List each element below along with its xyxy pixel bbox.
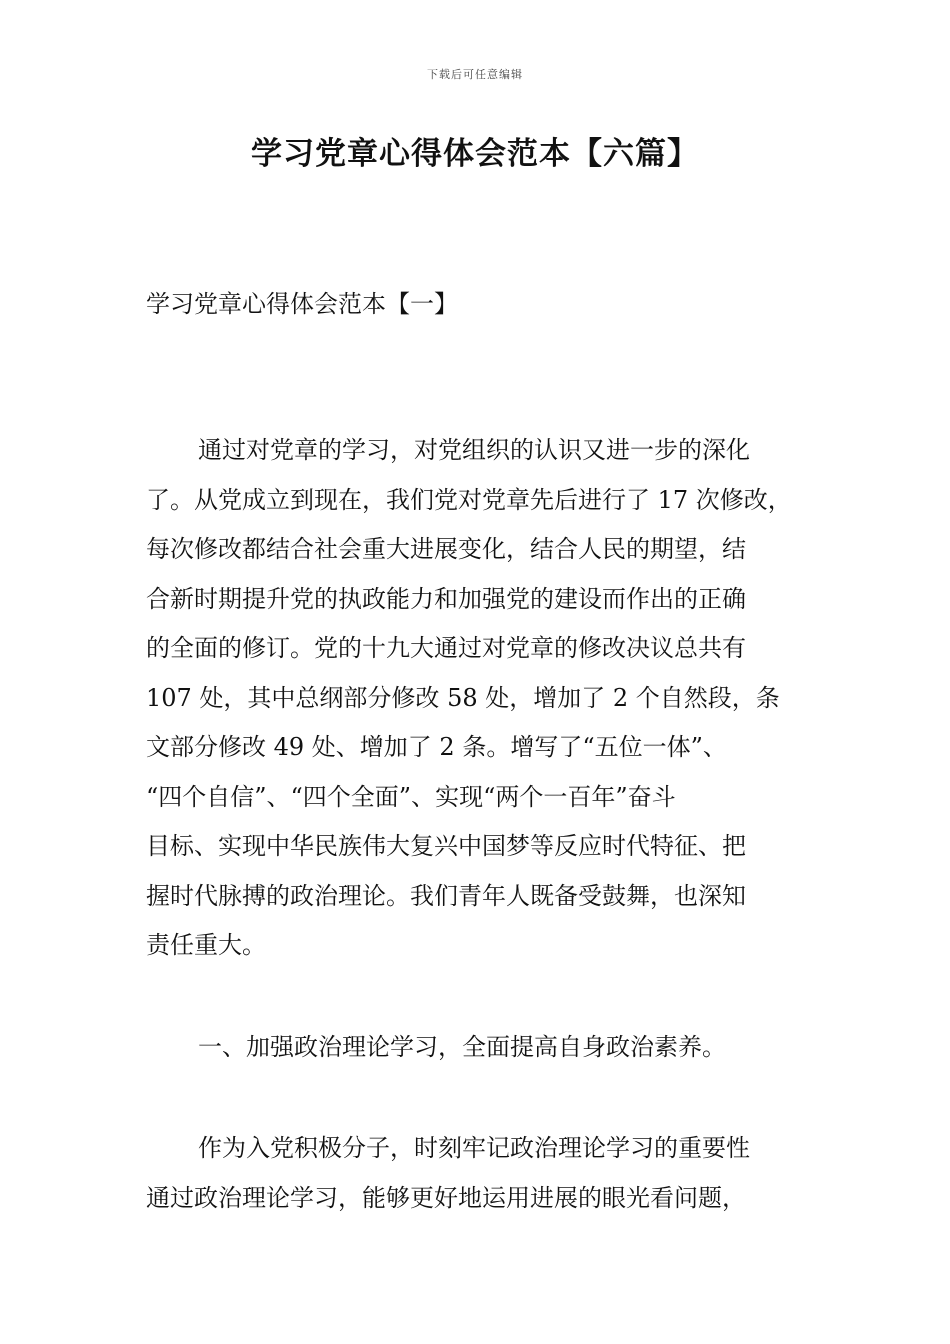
- paragraph-2: [146, 1124, 836, 1223]
- paragraph-line: 的全面的修订。党的十九大通过对党章的修改决议总共有: [146, 634, 746, 662]
- section-title: 学习党章心得体会范本【一】: [146, 290, 458, 318]
- paragraph-line: 文部分修改 49 处、增加了 2 条。增写了“五位一体”、: [146, 733, 727, 761]
- paragraph-line: 责任重大。: [146, 931, 266, 959]
- subheading-text: 一、加强政治理论学习，全面提高自身政治素养。: [198, 1033, 726, 1061]
- paragraph-line: 107 处，其中总纲部分修改 58 处，增加了 2 个自然段，条: [146, 683, 780, 712]
- paragraph-1: [146, 426, 836, 971]
- paragraph-line: 握时代脉搏的政治理论。我们青年人既备受鼓舞，也深知: [146, 881, 746, 910]
- paragraph-line: 作为入党积极分子，时刻牢记政治理论学习的重要性: [198, 1134, 750, 1162]
- paragraph-line: 通过对党章的学习，对党组织的认识又进一步的深化: [198, 436, 750, 464]
- document-title: 学习党章心得体会范本【六篇】: [251, 136, 699, 172]
- paragraph-line: “四个自信”、“四个全面”、实现“两个一百年”奋斗: [146, 782, 676, 811]
- header-note: 下载后可任意编辑: [427, 68, 523, 81]
- subheading-1: [146, 1023, 836, 1073]
- paragraph-line: 通过政治理论学习，能够更好地运用进展的眼光看问题，: [146, 1183, 746, 1212]
- paragraph-line: 了。从党成立到现在，我们党对党章先后进行了 17 次修改，: [146, 485, 792, 514]
- paragraph-line: 合新时期提升党的执政能力和加强党的建设而作出的正确: [146, 584, 746, 613]
- paragraph-line: 目标、实现中华民族伟大复兴中国梦等反应时代特征、把: [146, 832, 746, 860]
- paragraph-line: 每次修改都结合社会重大进展变化，结合人民的期望，结: [146, 535, 746, 563]
